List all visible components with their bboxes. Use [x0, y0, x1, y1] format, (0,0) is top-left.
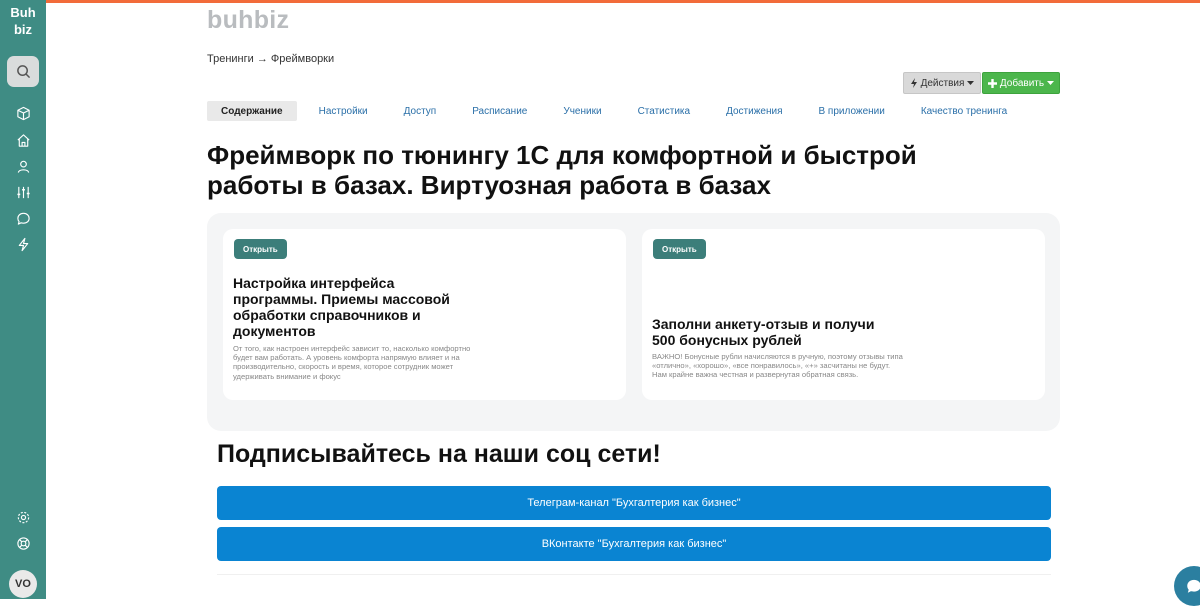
- caret-down-icon: [1047, 81, 1054, 86]
- plus-icon: [988, 79, 997, 88]
- lesson-card[interactable]: [642, 229, 1045, 400]
- chat-icon: [1185, 577, 1200, 595]
- lesson-card[interactable]: [223, 229, 626, 400]
- brand-title: buhbiz: [207, 6, 290, 34]
- lesson-title[interactable]: Заполни анкету-отзыв и получи 500 бонусных рублей: [652, 316, 875, 348]
- lesson-description: От того, как настроен интерфейс зависит то, насколько комфортно будет вам работать. А уровень комфорта напрямую влияет и на производительно, скорость и время, которое сотрудник может удерживать внимание и фокус: [233, 344, 471, 381]
- lightning-icon: [16, 237, 31, 252]
- top-accent-line: [0, 0, 1200, 3]
- sidebar-item-home[interactable]: [13, 130, 33, 150]
- vk-button[interactable]: ВКонтакте "Бухгалтерия как бизнес": [217, 527, 1051, 561]
- tab-training-quality[interactable]: Качество тренинга: [920, 105, 1008, 117]
- breadcrumb-parent[interactable]: Тренинги: [207, 53, 254, 65]
- sidebar-item-settings[interactable]: [13, 507, 33, 527]
- sliders-icon: [16, 185, 31, 200]
- tab-statistics[interactable]: Статистика: [637, 105, 691, 117]
- telegram-button[interactable]: Телеграм-канал "Бухгалтерия как бизнес": [217, 486, 1051, 520]
- add-label: Добавить: [999, 77, 1045, 89]
- actions-label: Действия: [920, 77, 965, 89]
- caret-down-icon: [967, 81, 974, 86]
- open-button[interactable]: Открыть: [234, 239, 287, 259]
- sidebar-item-settings-sliders[interactable]: [13, 182, 33, 202]
- sidebar-item-automation[interactable]: [13, 234, 33, 254]
- open-button[interactable]: Открыть: [653, 239, 706, 259]
- sidebar-item-messages[interactable]: [13, 208, 33, 228]
- home-icon: [16, 133, 31, 148]
- divider: [217, 574, 1051, 575]
- breadcrumb-separator: →: [253, 53, 271, 65]
- page-title: Фреймворк по тюнингу 1С для комфортной и быстрой работы в базах. Виртуозная работа в базах: [207, 140, 917, 200]
- tab-achievements[interactable]: Достижения: [726, 105, 783, 117]
- user-icon: [16, 159, 31, 174]
- search-icon: [16, 64, 31, 79]
- lesson-title[interactable]: Настройка интерфейса программы. Приемы массовой обработки справочников и документов: [233, 275, 450, 339]
- user-avatar[interactable]: VO: [9, 570, 37, 598]
- actions-dropdown-button[interactable]: [903, 72, 981, 94]
- gear-icon: [16, 510, 31, 525]
- logo[interactable]: [0, 4, 46, 38]
- sidebar-item-help[interactable]: [13, 533, 33, 553]
- lesson-description: ВАЖНО! Бонусные рубли начисляются в ручную, поэтому отзывы типа «отлично», «хорошо», «все понравилось», «+» засчитаны не будут. Нам крайне важна честная и развернутая обратная связь.: [652, 352, 903, 380]
- sidebar-item-users[interactable]: [13, 156, 33, 176]
- breadcrumb-current: Фреймворки: [270, 53, 335, 65]
- lessons-block: [207, 213, 1060, 431]
- social-heading: Подписывайтесь на наши соц сети!: [217, 440, 661, 468]
- lifebuoy-icon: [16, 536, 31, 551]
- sidebar: [0, 0, 46, 599]
- tab-settings[interactable]: Настройки: [318, 105, 368, 117]
- tab-access[interactable]: Доступ: [403, 105, 437, 117]
- support-chat-button[interactable]: [1174, 566, 1200, 606]
- sidebar-item-products[interactable]: [13, 103, 33, 123]
- cube-icon: [16, 106, 31, 121]
- breadcrumb: [207, 53, 334, 65]
- lightning-icon: [910, 78, 918, 88]
- chat-icon: [16, 211, 31, 226]
- tab-in-app[interactable]: В приложении: [818, 105, 885, 117]
- logo-line2: biz: [13, 22, 33, 37]
- tab-students[interactable]: Ученики: [563, 105, 602, 117]
- tab-schedule[interactable]: Расписание: [472, 105, 528, 117]
- search-button[interactable]: [7, 56, 39, 87]
- tabs-bar: [207, 101, 1007, 121]
- add-dropdown-button[interactable]: [982, 72, 1060, 94]
- logo-line1: Buh: [10, 5, 36, 20]
- tab-content[interactable]: Содержание: [207, 101, 297, 121]
